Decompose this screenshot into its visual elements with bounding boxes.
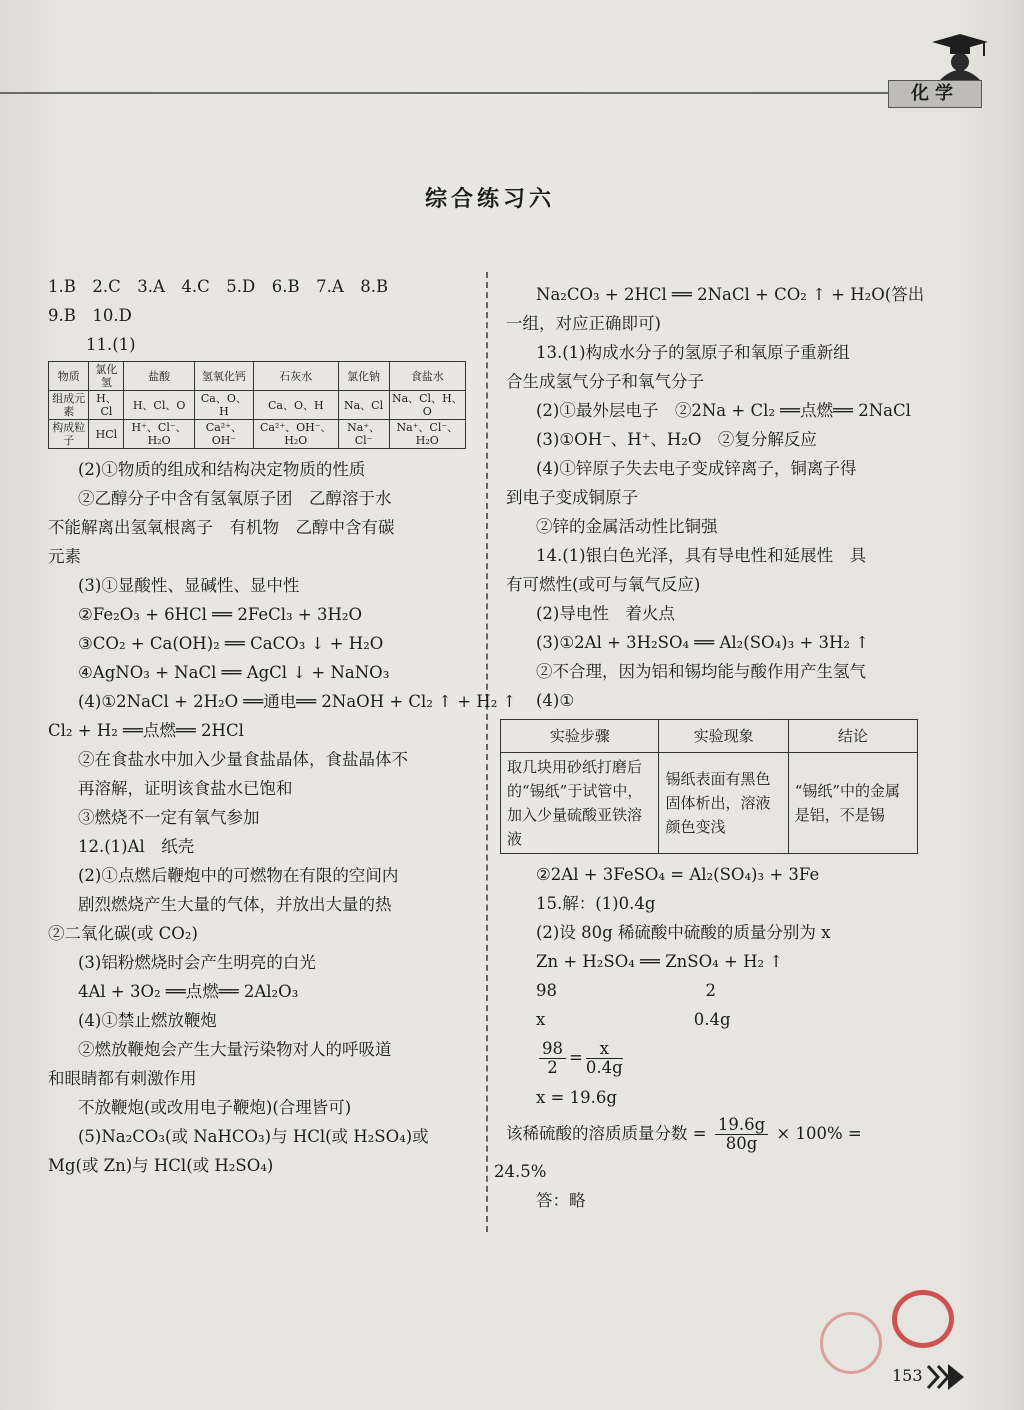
answer-line: (2)导电性 着火点 [536, 604, 675, 623]
table-cell: 石灰水 [254, 362, 338, 391]
answer-value: 24.5% [494, 1162, 547, 1181]
answer-line: 98 2 [536, 981, 716, 1000]
answer-line: (4)①锌原子失去电子变成锌离子，铜离子得 [536, 459, 857, 478]
substance-table [48, 361, 466, 449]
answer-line: 再溶解，证明该食盐水已饱和 [78, 779, 293, 798]
answers-line-2: 9.B 10.D [48, 306, 132, 325]
header-rule [0, 92, 890, 94]
next-page-arrows-icon [926, 1362, 966, 1392]
answer-line: ③CO₂ + Ca(OH)₂ ══ CaCO₃ ↓ + H₂O [78, 634, 384, 653]
numerator: 98 [539, 1040, 566, 1059]
table-row [501, 720, 918, 753]
table-row [49, 362, 466, 391]
subject-tab: 化学 [888, 80, 982, 108]
answer-line: 13.(1)构成水分子的氢原子和氧原子重新组 [536, 343, 850, 362]
right-answer-lines-2 [506, 860, 926, 1034]
table-cell: Na、Cl [338, 391, 389, 420]
left-answer-lines [48, 455, 517, 1180]
proportion: $\frac{98}{2}$ = $\frac{x}{0.4g}$ [536, 1034, 926, 1083]
table-cell: HCl [89, 420, 124, 449]
denominator: 2 [547, 1058, 558, 1077]
answer-line: ②锌的金属活动性比铜强 [536, 517, 718, 536]
table-cell: Na⁺、Cl⁻、H₂O [389, 420, 465, 449]
answer-line: (3)①OH⁻、H⁺、H₂O ②复分解反应 [536, 430, 817, 449]
answer-line: (5)Na₂CO₃(或 NaHCO₃)与 HCl(或 H₂SO₄)或 [78, 1127, 429, 1146]
answer-line: (2)设 80g 稀硫酸中硫酸的质量分别为 x [536, 923, 831, 942]
answer-line: 不能解离出氢氧根离子 有机物 乙醇中含有碳 [48, 518, 395, 537]
fraction [715, 1116, 768, 1153]
table-cell: 取几块用砂纸打磨后的“锡纸”于试管中，加入少量硫酸亚铁溶液 [501, 753, 659, 854]
table-cell: Na、Cl、H、O [389, 391, 465, 420]
table-header: 结论 [788, 720, 917, 753]
answer-line: 12.(1)Al 纸壳 [78, 837, 195, 856]
answer-line: Cl₂ + H₂ ══点燃══ 2HCl [48, 721, 244, 740]
answer-line: Na₂CO₃ + 2HCl ══ 2NaCl + CO₂ ↑ + H₂O(答出 [536, 285, 925, 304]
page-number: 153 [892, 1366, 923, 1385]
table-row [49, 420, 466, 449]
answer-line: ②不合理，因为铝和锡均能与酸作用产生氢气 [536, 662, 866, 681]
denominator: 0.4g [585, 1058, 623, 1077]
answer-line: 不放鞭炮(或改用电子鞭炮)(合理皆可) [78, 1098, 352, 1117]
answer-line [506, 1112, 926, 1157]
answer-line: 4Al + 3O₂ ══点燃══ 2Al₂O₃ [78, 982, 299, 1001]
table-header: 实验步骤 [501, 720, 659, 753]
answer-prefix: 该稀硫酸的溶质质量分数 = [506, 1124, 707, 1143]
table-cell: Na⁺、Cl⁻ [338, 420, 389, 449]
answer-line: 合生成氢气分子和氧气分子 [506, 372, 704, 391]
answer-line: ④AgNO₃ + NaCl ══ AgCl ↓ + NaNO₃ [78, 663, 390, 682]
answer-line: Mg(或 Zn)与 HCl(或 H₂SO₄) [48, 1156, 274, 1175]
table-cell: 氯化氢 [89, 362, 124, 391]
answer-line: ②乙醇分子中含有氢氧原子团 乙醇溶于水 [78, 489, 392, 508]
table-cell: H、Cl [89, 391, 124, 420]
answer-line: (3)①2Al + 3H₂SO₄ ══ Al₂(SO₄)₃ + 3H₂ ↑ [536, 633, 870, 652]
answer-line: (3)铝粉燃烧时会产生明亮的白光 [78, 953, 316, 972]
answer-line: 和眼睛都有刺激作用 [48, 1069, 197, 1088]
answer-line: ②Fe₂O₃ + 6HCl ══ 2FeCl₃ + 3H₂O [78, 605, 362, 624]
answer-line: 剧烈燃烧产生大量的气体，并放出大量的热 [78, 895, 392, 914]
table-cell: H、Cl、O [124, 391, 194, 420]
table-cell: 构成粒子 [49, 420, 89, 449]
table-cell: 组成元素 [49, 391, 89, 420]
numerator: 19.6g [715, 1116, 768, 1135]
table-cell: 食盐水 [389, 362, 465, 391]
right-column [494, 280, 926, 1215]
stamp [892, 1290, 954, 1348]
table-cell: 盐酸 [124, 362, 194, 391]
answer-line: ②燃放鞭炮会产生大量污染物对人的呼吸道 [78, 1040, 392, 1059]
answer-line: ②2Al + 3FeSO₄ = Al₂(SO₄)₃ + 3Fe [536, 865, 820, 884]
answer-line: 一组，对应正确即可) [506, 314, 661, 333]
table-cell: 氢氧化钙 [194, 362, 253, 391]
table-cell: 物质 [49, 362, 89, 391]
table-row [49, 391, 466, 420]
answer-line: ②在食盐水中加入少量食盐晶体，食盐晶体不 [78, 750, 408, 769]
table-cell: H⁺、Cl⁻、H₂O [124, 420, 194, 449]
fraction [539, 1040, 566, 1077]
table-cell: Ca²⁺、OH⁻ [194, 420, 253, 449]
answer-line: 有可燃性(或可与氧气反应) [506, 575, 701, 594]
answer-line: Zn + H₂SO₄ ══ ZnSO₄ + H₂ ↑ [536, 952, 784, 971]
answer-line: (3)①显酸性、显碱性、显中性 [78, 576, 300, 595]
answer-line: (4)① [536, 691, 575, 710]
q11-label: 11.(1) [86, 335, 136, 354]
answer-line: 15.解：(1)0.4g [536, 894, 656, 913]
denominator: 80g [725, 1134, 758, 1153]
answer-line: (4)①2NaCl + 2H₂O ══通电══ 2NaOH + Cl₂ ↑ + H₂ ↑ [78, 692, 517, 711]
table-cell: 氯化钠 [338, 362, 389, 391]
fraction [586, 1040, 623, 1077]
stamp [820, 1312, 882, 1374]
table-cell: Ca、O、H [194, 391, 253, 420]
column-divider [486, 272, 488, 1232]
left-column [48, 272, 517, 1180]
answer-suffix: × 100% = [776, 1124, 862, 1143]
answer-line: (4)①禁止燃放鞭炮 [78, 1011, 217, 1030]
solution-line: x = 19.6g [536, 1088, 617, 1107]
answer-line: ③燃烧不一定有氧气参加 [78, 808, 260, 827]
answer-line: 到电子变成铜原子 [506, 488, 638, 507]
graduation-cap-icon [930, 30, 990, 82]
page-title: 综合练习六 [424, 187, 555, 212]
answer-line: 元素 [48, 547, 81, 566]
experiment-table [500, 719, 918, 854]
answer-line: x 0.4g [536, 1010, 731, 1029]
answer-line: ②二氧化碳(或 CO₂) [48, 924, 198, 943]
right-answer-lines [506, 280, 926, 715]
answer-line: (2)①最外层电子 ②2Na + Cl₂ ══点燃══ 2NaCl [536, 401, 911, 420]
table-cell: “锡纸”中的金属是铝，不是锡 [788, 753, 917, 854]
answer-line: (2)①点燃后鞭炮中的可燃物在有限的空间内 [78, 866, 399, 885]
answer-line: 14.(1)银白色光泽，具有导电性和延展性 具 [536, 546, 867, 565]
table-cell: Ca²⁺、OH⁻、H₂O [254, 420, 338, 449]
answer-line: (2)①物质的组成和结构决定物质的性质 [78, 460, 366, 479]
conclusion: 答：略 [536, 1191, 586, 1210]
table-row [501, 753, 918, 854]
numerator: x [586, 1040, 623, 1059]
answers-line-1: 1.B 2.C 3.A 4.C 5.D 6.B 7.A 8.B [48, 277, 389, 296]
table-header: 实验现象 [659, 720, 788, 753]
table-cell: Ca、O、H [254, 391, 338, 420]
table-cell: 锡纸表面有黑色固体析出，溶液颜色变浅 [659, 753, 788, 854]
